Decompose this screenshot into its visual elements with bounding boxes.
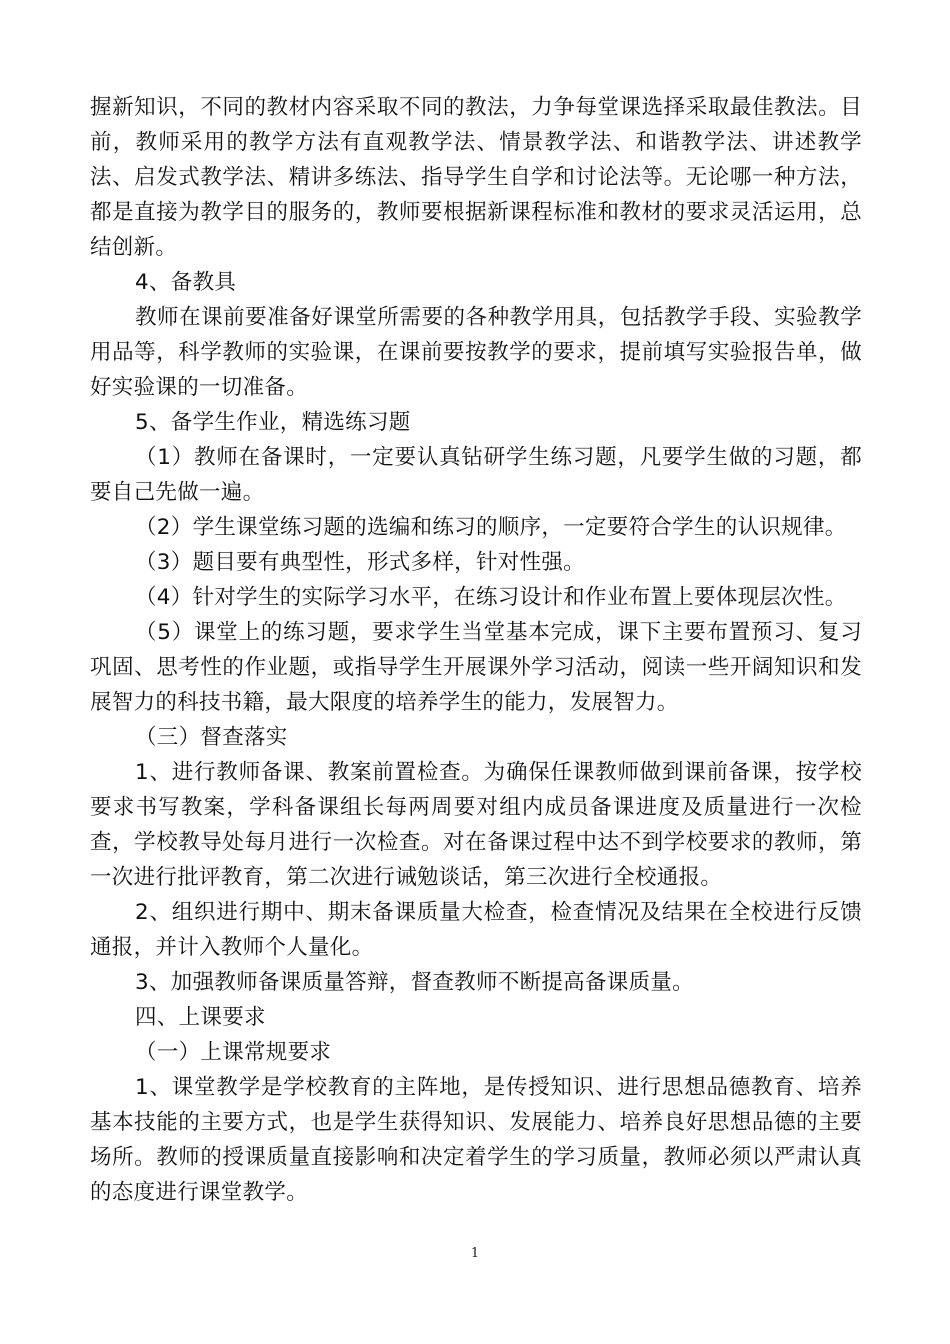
paragraph-homework-item-1: （1）教师在备课时，一定要认真钻研学生练习题，凡要学生做的习题，都要自己先做一遍。 — [90, 445, 862, 505]
paragraph-supervision-2: 2、组织进行期中、期末备课质量大检查，检查情况及结果在全校进行反馈通报，并计入教师个人量化。 — [90, 900, 862, 960]
heading-supervision: （三）督查落实 — [135, 725, 288, 750]
paragraph-supervision-3: 3、加强教师备课质量答辩，督查教师不断提高备课质量。 — [135, 970, 694, 995]
heading-prepare-homework: 5、备学生作业，精选练习题 — [135, 410, 411, 435]
document-body — [90, 90, 862, 1210]
paragraph-homework-item-3: （3）题目要有典型性，形式多样，针对性强。 — [135, 550, 585, 575]
paragraph-continuation-teaching-methods: 握新知识，不同的教材内容采取不同的教法，力争每堂课选择采取最佳教法。目前，教师采用的教学方法有直观教学法、情景教学法、和谐教学法、讲述教学法、启发式教学法、精讲多练法、指导学生自学和讨论法等。无论哪一种方法，都是直接为教学目的服务的，教师要根据新课程标准和教材的要求灵活运用，总结创新。 — [90, 95, 862, 260]
page-number: 1 — [470, 1246, 480, 1261]
paragraph-homework-item-4: （4）针对学生的实际学习水平，在练习设计和作业布置上要体现层次性。 — [135, 585, 847, 610]
heading-prepare-teaching-aids: 4、备教具 — [135, 270, 237, 295]
paragraph-homework-item-2: （2）学生课堂练习题的选编和练习的顺序，一定要符合学生的认识规律。 — [135, 515, 847, 540]
paragraph-homework-item-5: （5）课堂上的练习题，要求学生当堂基本完成，课下主要布置预习、复习巩固、思考性的作业题，或指导学生开展课外学习活动，阅读一些开阔知识和发展智力的科技书籍，最大限度的培养学生的能力，发展智力。 — [90, 620, 862, 715]
paragraph-class-routine-1: 1、课堂教学是学校教育的主阵地，是传授知识、进行思想品德教育、培养基本技能的主要方式，也是学生获得知识、发展能力、培养良好思想品德的主要场所。教师的授课质量直接影响和决定着学生的学习质量，教师必须以严肃认真的态度进行课堂教学。 — [90, 1075, 862, 1205]
heading-class-routine: （一）上课常规要求 — [135, 1040, 332, 1065]
heading-class-requirements: 四、上课要求 — [135, 1005, 266, 1030]
paragraph-supervision-1: 1、进行教师备课、教案前置检查。为确保任课教师做到课前备课，按学校要求书写教案，学科备课组长每两周要对组内成员备课进度及质量进行一次检查，学校教导处每月进行一次检查。对在备课过程中达不到学校要求的教师，第一次进行批评教育，第二次进行诫勉谈话，第三次进行全校通报。 — [90, 760, 862, 890]
paragraph-teaching-aids: 教师在课前要准备好课堂所需要的各种教学用具，包括教学手段、实验教学用品等，科学教师的实验课，在课前要按教学的要求，提前填写实验报告单，做好实验课的一切准备。 — [90, 305, 862, 400]
